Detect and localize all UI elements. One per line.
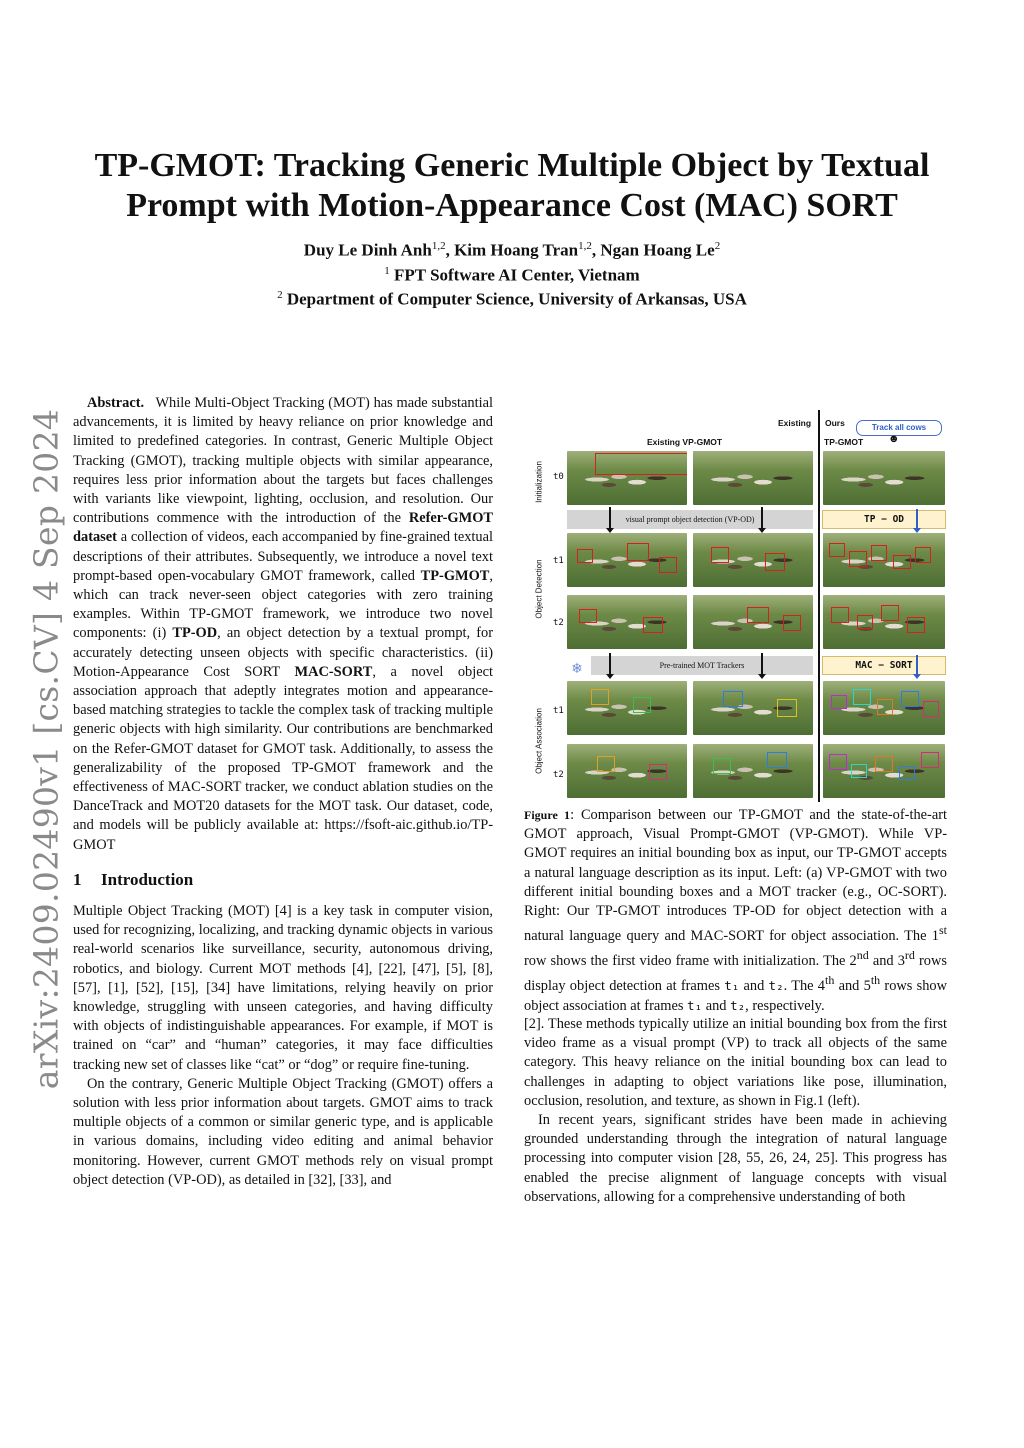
arrow-down — [609, 507, 611, 529]
track-box — [633, 697, 651, 713]
frame-image — [693, 681, 813, 735]
caption-sup-5: th — [870, 973, 881, 988]
caption-sup-3: rd — [904, 948, 915, 963]
track-box — [829, 754, 847, 770]
right-paragraph-2: In recent years, significant strides have been made in achieving grounded understanding through the integration of natural language processing into computer vision [28, 55, 26, 24, 25]. This progress has enabled the precise alignment of language concepts with visual observations, allowing for a comprehensive understanding of both — [524, 1112, 947, 1205]
caption-text-7: rows show object association at frames — [524, 978, 948, 1015]
track-box — [875, 756, 893, 772]
detection-box — [893, 555, 911, 569]
tpod-box: TP − OD — [822, 510, 946, 529]
existing-vpgmot-title: Existing VP-GMOT — [647, 437, 723, 447]
detection-box — [659, 557, 677, 573]
track-box — [597, 756, 615, 772]
frame-label-t0: t0 — [553, 472, 564, 482]
frame-image — [567, 744, 687, 798]
row-label-object-association-text: Object Association — [534, 708, 544, 774]
caption-sup-1: st — [938, 923, 947, 938]
tpgmot-title: TP-GMOT — [824, 437, 864, 447]
frame-image — [693, 595, 813, 649]
affiliation-2 — [60, 285, 964, 310]
frame-image — [567, 595, 687, 649]
affiliation-1 — [60, 261, 964, 286]
intro-paragraph-1: Multiple Object Tracking (MOT) [4] is a key task in computer vision, used for recognizing, localizing, and tracking dynamic objects in various real-world scenarios like surveillance, security, autonomous driving, robotics, and biology. Current MOT methods [4], [22], [47], [5], [8], [57], [1], [52], [15], [34] have limitations, relying heavily on prior knowledge, struggling with unseen categories, and having difficulty with objects of indistinguishable appearances. For example, if MOT is trained on “car” and “human” categories, it may face difficulties tracking new set of classes like “cat” or “dog” or require fine-tuning. — [73, 903, 493, 1073]
introduction-body — [73, 902, 493, 1190]
track-box — [921, 752, 939, 768]
arrow-down-blue — [916, 509, 918, 529]
abstract-text-1: While Multi-Object Tracking (MOT) has made substantial advancements, it is limited by heavy reliance on prior knowledge and limited to predefined categories. In contrast, Generic Multiple Object Tracking (GMOT), tracking multiple objects with similar appearance, requires less prior information about the targets but faces challenges with variants like viewpoint, lighting, occlusion, and resolution. Our contributions commence with the introduction of the — [73, 395, 494, 527]
caption-frame-t2-b: t₂ — [730, 998, 746, 1014]
author-2: Kim Hoang Tran — [454, 240, 579, 260]
title-line-2: Prompt with Motion-Appearance Cost (MAC) SORT — [126, 187, 898, 224]
track-box — [831, 695, 847, 709]
frame-label-t2-det: t2 — [553, 618, 564, 628]
track-box — [853, 689, 871, 705]
detection-box — [857, 615, 873, 629]
detection-box — [627, 543, 649, 561]
abstract — [73, 394, 493, 855]
row-label-initialization-text: Initialization — [534, 461, 544, 503]
abstract-label: Abstract. — [87, 395, 145, 411]
existing-ours-divider — [818, 410, 820, 802]
abstract-text-2: a collection of videos, each accompanied by fine-grained textual descriptions of their attributes. Subsequently, we introduce a novel text prompt-based open-vocabulary GMOT framework, called — [73, 529, 493, 584]
row-label-initialization — [533, 452, 545, 512]
affiliation-2-text: Department of Computer Science, University of Arkansas, USA — [286, 289, 747, 309]
frame-image — [823, 533, 945, 587]
track-box — [767, 752, 787, 768]
macsort-box: MAC − SORT — [822, 656, 946, 675]
text-prompt-bubble: Track all cows — [856, 420, 942, 436]
section-heading-introduction — [73, 870, 193, 890]
caption-text-6: and 5 — [834, 978, 871, 995]
figure-1 — [533, 410, 948, 803]
track-box — [899, 766, 915, 780]
detection-box — [643, 617, 663, 633]
label-existing: Existing — [778, 418, 812, 428]
detection-box — [871, 545, 887, 561]
detection-box — [711, 547, 729, 563]
track-box — [723, 691, 743, 707]
arxiv-watermark — [16, 408, 76, 1089]
abstract-bold-macsort: MAC-SORT — [294, 663, 373, 680]
abstract-bold-tpod: TP-OD — [172, 625, 218, 642]
frame-image — [823, 451, 945, 505]
caption-and-2: and — [702, 998, 731, 1015]
caption-sup-4: th — [825, 973, 835, 988]
abstract-text-5: , a novel object association approach that adeptly integrates motion and appearance-based matching strategies to tackle the complex task of tracking multiple generic objects with high similarity. Our contributions are benchmarked on the Refer-GMOT dataset for GMOT task. Additionally, to assess the generalizability of the proposed TP-GMOT framework and the effectiveness of MAC-SORT tracker, we conduct ablation studies on the DanceTrack and MOT20 datasets for the MOT task. Our dataset, code, and models will be publicly available at: https://fsoft-aic.github.io/TP-GMOT — [73, 663, 493, 853]
caption-frame-t1-b: t₁ — [687, 998, 703, 1014]
track-box — [851, 764, 867, 778]
abstract-bold-tpgmot: TP-GMOT — [420, 567, 490, 584]
caption-text-8: , respectively. — [745, 998, 825, 1015]
caption-label: Figure 1 — [524, 808, 571, 822]
detection-box — [783, 615, 801, 631]
author-names: Duy Le Dinh Anh$^{1,2}$, Kim Hoang Tran$^{1,2}$, Ngan Hoang Le$^2$ — [303, 240, 721, 260]
frame-image — [823, 595, 945, 649]
frame-image — [693, 451, 813, 505]
figure-1-caption — [524, 806, 947, 1016]
track-box — [713, 758, 731, 774]
frozen-snowflake-icon: ❄ — [571, 660, 583, 676]
track-box — [649, 764, 667, 780]
vpod-bar: visual prompt object detection (VP-OD) — [567, 510, 813, 529]
caption-text-1: : Comparison between our TP-GMOT and the state-of-the-art GMOT approach, Visual Prompt-GMOT (VP-GMOT). While VP-GMOT requires an initial bounding box as input, our TP-GMOT accepts a natural language description as its input. Left: (a) VP-GMOT with two different initial bounding boxes and a MOT tracker (e.g., OC-SORT). Right: Our TP-GMOT introduces TP-OD for object detection with a natural language query and MAC-SORT for object association. The 1 — [524, 807, 947, 945]
author-3: Ngan Hoang Le — [600, 240, 715, 260]
paper-title — [60, 146, 964, 226]
label-ours: Ours — [825, 418, 845, 428]
author-3-affil: 2 — [714, 240, 721, 252]
row-label-object-detection-text: Object Detection — [534, 559, 544, 619]
detection-box — [915, 547, 931, 563]
arrow-down — [609, 653, 611, 675]
detection-box — [831, 607, 849, 623]
detection-box — [881, 605, 899, 621]
frame-image — [693, 533, 813, 587]
track-box — [877, 699, 893, 715]
author-1-affil: 1,2 — [431, 240, 446, 252]
caption-text-3: and 3 — [868, 953, 905, 970]
intro-paragraph-2: On the contrary, Generic Multiple Object Tracking (GMOT) offers a solution with less prior information about targets. GMOT aims to track multiple objects of a common or similar generic type, and is applicable in various domains, including video editing and animal behavior monitoring. However, current GMOT methods rely on visual prompt object detection (VP-OD), as detailed in [32], [33], and — [73, 1075, 493, 1188]
track-box — [591, 689, 609, 705]
row-label-object-detection — [533, 538, 545, 640]
track-box — [777, 699, 797, 717]
row-label-object-association — [533, 685, 545, 797]
caption-text-2: row shows the first video frame with initialization. The 2 — [524, 953, 857, 970]
author-block — [60, 236, 964, 310]
section-number: 1 — [73, 870, 82, 889]
abstract-bold-dataset: Refer-GMOT dataset — [73, 510, 493, 546]
title-line-1: TP-GMOT: Tracking Generic Multiple Object by Textual — [94, 147, 930, 184]
frame-image — [823, 681, 945, 735]
frame-label-t1-det: t1 — [553, 556, 564, 566]
affiliation-1-marker: 1 — [384, 264, 390, 277]
user-speaking-icon: ☻ — [888, 433, 900, 445]
arrow-down — [761, 653, 763, 675]
right-column-body — [524, 1015, 947, 1207]
track-box — [923, 701, 939, 717]
caption-frame-t2: t₂ — [768, 978, 784, 994]
detection-box — [577, 549, 593, 563]
track-box — [901, 691, 919, 707]
frame-label-t2-assoc: t2 — [553, 770, 564, 780]
affiliation-1-text: FPT Software AI Center, Vietnam — [394, 265, 640, 285]
arxiv-id-text: arXiv:2409.02490v1 [cs.CV] 4 Sep 2024 — [26, 408, 66, 1089]
detection-box — [747, 607, 769, 623]
frame-image — [567, 451, 687, 505]
caption-text-5: . The 4 — [783, 978, 825, 995]
detection-box — [829, 543, 845, 557]
frame-image — [693, 744, 813, 798]
abstract-text-4: , an object detection by a textual prompt, for accurately detecting unseen objects with specific characteristics. (ii) Motion-Appearance Cost SORT — [73, 625, 494, 680]
affiliation-2-marker: 2 — [277, 289, 283, 302]
frame-label-t1-assoc: t1 — [553, 706, 564, 716]
author-2-affil: 1,2 — [578, 240, 592, 252]
arrow-down — [761, 507, 763, 529]
detection-box — [579, 609, 597, 623]
detection-box — [907, 617, 925, 633]
author-1: Duy Le Dinh Anh — [303, 240, 432, 260]
caption-and-1: and — [739, 978, 769, 995]
arrow-down-blue — [916, 655, 918, 675]
caption-frame-t1: t₁ — [724, 978, 740, 994]
detection-box — [849, 551, 867, 567]
frame-image — [823, 744, 945, 798]
section-title: Introduction — [101, 870, 194, 889]
initial-bounding-box — [595, 453, 687, 475]
caption-sup-2: nd — [856, 948, 869, 963]
frame-image — [567, 533, 687, 587]
caption-text-4: rows display object detection at frames — [524, 953, 947, 995]
abstract-text-3: , which can track never-seen object categories with zero training examples. Within TP-GMOT framework, we introduce two novel components: (i) — [73, 567, 493, 642]
mot-trackers-bar: Pre-trained MOT Trackers — [591, 656, 813, 675]
frame-image — [567, 681, 687, 735]
detection-box — [765, 553, 785, 571]
right-paragraph-1: [2]. These methods typically utilize an initial bounding box from the first video frame as a visual prompt (VP) to track all objects of the same category. This heavy reliance on the initial bounding box can lead to challenges in adapting to object variations like pose, illumination, occlusion, resolution, and texture, as shown in Fig.1 (left). — [524, 1016, 947, 1109]
